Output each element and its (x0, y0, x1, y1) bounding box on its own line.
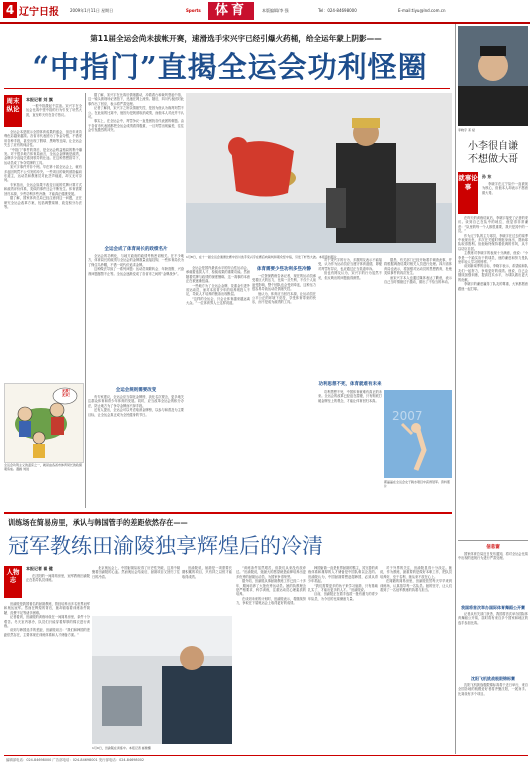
bottom-byline: 本报记者 崔 健 (26, 566, 53, 571)
lead-body-col-1: 全运会本是展示全国体育成果的盛会，但近年来功利色彩越来越浓。各省市代表团为了争金夺银，不惜采用各种手段，甚至出现了假球、黑哨等丑闻，让全运会失去了应有的纯洁性。 “中指门”事件的背后，是全运会利益格局的集中爆发。对于很多地方体育局而言，全运会金牌就是政绩，金牌多少直接关系到领导的仕途。在这种思想指导下，运动员成了争夺奖牌的工具。 宋兴宇事件并非个例。早在第十届全运会上，就有多起因判罚不公引发的冲突。一些项目的裁判被指偏向东道主，运动员和教练员对此怨声载道，却又无可奈何。 专家指出，全运会如果不改变目前的奖牌计算方式和政绩评价体系，类似的事件还会不断发生。体育需要回归本源，少些功利多些冷静，才能真正健康发展。 据了解，国家体育总局已经注意到这一问题，正在研究全运会改革方案，包括调整赛制、改变积分办法等。 (4, 130, 82, 209)
column-divider (85, 93, 86, 508)
bottom-body-col-6: 对于外界的关注，田渝陵显得十分淡定。她说，作为教练，最重要的是做好本职工作，把队员培养好，至于名利，她从来不放在心上。 在简陋的简易房里，田渝陵依然每天早早来到训练场，认真指导每一名队员。她的坚守，让人们看到了一名冠军教练的执着与担当。 (380, 566, 452, 593)
box-title-1: 我国将首次举办国际体育舞蹈公开赛 (461, 605, 525, 610)
bottom-body-col-5: 韩国射箭一直是世界射箭的霸主，其完善的训练体系和雄厚的人才储备是中国队难以企及的。田渝陵认为，中国射箭要想赶超韩国，必须从青少年抓起。 “我们需要更多的孩子来学习射箭，只有基础扎实了，才能出更多的人才。”田渝陵说。 目前，田渝陵正在着手选拔一批有潜力的青少年队员，为今后的比赛储备力量。 (308, 566, 378, 601)
sidebar-portrait-photo (458, 26, 528, 126)
lead-photo (186, 93, 452, 253)
bottom-body-col-4: “训练条件虽然艰苦，但我们从来没有放弃过。”田渝陵说，她最大的愿望就是能够培养出更多优秀的射箭运动员，为国家争得荣誉。 据介绍，田渝陵从事射箭教练工作已经二十多年，期间培养了大批优秀运动员。她的执教理念是严格要求、科学训练，注重运动员心理素质的培养。 在谈到未来的计划时，田渝陵表示，将继续努力，争取在下届奥运会上取得更好的成绩。 (236, 566, 306, 606)
diving-photo-caption: 郭晶晶在全运会女子跳水项目中获得冠军。资料照片 (384, 480, 451, 488)
sidebar-byline: 孙 东 (482, 174, 492, 179)
lead-byline: 本报记者 刘 旗 (26, 97, 53, 102)
cartoon-speech-bubble: 无敌！ 无双！ (61, 389, 73, 397)
box-text-2: 沈阳飞机挑战极限锦标赛将于近日举行，来自全国各地的航模爱好者将齐聚沈阳，一展身手。比赛设有多个项目。 (458, 683, 528, 696)
phone-number: Tel：024-84698000 (318, 8, 357, 13)
svg-text:2007: 2007 (392, 409, 423, 423)
coach-photo (92, 616, 232, 744)
lead-subhead-1: 全运会成了体育局长的政绩名片 (104, 247, 168, 252)
column-label-jiushi: 就事论事 (458, 172, 478, 214)
note-title: 信息窗 (486, 545, 500, 550)
column-label-renwu: 人物志 (4, 566, 22, 598)
lead-body-col-3: 全运会的功利化，与地方政府的政绩考核密切相关。在不少地方，体育局长的政绩与全运会的金牌数量直接挂钩，一些体育局长为了保住乌纱帽，不惜一切代价追求金牌。 这种做法导致了一系列问题：运动员频繁转会、年龄造假、兴奋剂问题屡禁不止等。全运会逐渐变成了各省市之间的“金牌战争”。 (88, 254, 184, 276)
sidebar-divider (455, 24, 456, 754)
box-text-1: 记者从有关部门获悉，我国将首次举办国际体育舞蹈公开赛，届时将有来自多个国家和地区的选手参加比赛。 (458, 612, 528, 625)
headline-rule (4, 88, 450, 89)
lead-body-col-6: 一位资深教练告诉记者，现在的运动员承受着巨大的压力，比赛一旦失利，不仅个人前途受影响，整个团队也会受到牵连，这种压力很容易导致运动员情绪失控。 他认为，体育应当回归本源，让运动员在公平公正的环境下竞技，享受体育带来的快乐，而不是成为政绩的工具。 (252, 274, 316, 305)
lead-photo-caption: 1月8日，在十一届全运会速滑比赛中四川选手宋兴宇在赛后向裁判和观众竖中指，引发了轩然大波。本报资料照片 (186, 255, 337, 259)
lead-body-col-2: 据了解，宋兴宇在比赛后情绪激动，冲着看台和裁判竖起中指，这一镜头被现场记者拍下，迅速在网上流传。随后，四川代表团对此事作出了回应，表示将严肃处理。 记者了解到，宋兴宇之所以情绪失控，是因为他认为裁判判罚不公。在此前的比赛中，他因为犯规被取消成绩，而他本人对此并不认可。 事实上，在全运会中，判罚争议一直是困扰各代表团的难题。由于各省市代表团都把全运会成绩看得极重，一旦判罚出现偏差，往往会引发激烈的冲突。 (88, 93, 184, 133)
lead-body-col-8: 功利思想不死，中国体育就难有真正的未来。全运会的改革已经迫在眉睫，只有彻底打破金牌至上的观念，才能让体育回归本真。 (318, 390, 382, 403)
page-number: 4 (3, 2, 17, 18)
lead-body-col-9: 据悉，有关部门已经开始着手调查此事，并将根据调查结果对相关人员进行处理。四川省体育局也表示，将加强对运动员的思想教育，杜绝类似事件的再次发生。 而宋兴宇本人也通过媒体表达了歉意，表示自己当时情绪过于激动，做出了不恰当的举动。 (384, 258, 452, 285)
lead-subhead-4: 功利思想不死，体育就难有未来 (318, 382, 382, 387)
bottom-body-col-3: 田渝陵说，射箭是一项需要长期积累的项目，只有持之以恒才能取得成绩。 (182, 566, 232, 579)
email-address: E-mail:tiyu@lnd.com.cn (398, 8, 446, 13)
section-title: 体育 (208, 2, 254, 20)
sidebar-intro-text: 李晓宇在辽宁队中一直被视为核心，但他本人却表示不愿意做大哥。 (482, 182, 528, 195)
editor-credit: 本版编辑/李 强 (262, 8, 289, 13)
coach-photo-caption: 1月9日，田渝陵在训练中。本报记者 崔健摄 (92, 746, 151, 750)
section-en: Sports (186, 8, 201, 13)
bottom-body-col-2: 北京奥运会上，中国射箭队取得了历史性突破，这其中凝聚着田渝陵的心血。然而奥运会结束后，射箭项目又回归了往日的冷清。 (92, 566, 180, 579)
lead-body-col-7: 对于宋兴宇的行为，多数网友表示不能接受，认为作为运动员应当遵守体育道德，即便对判罚有异议，也应通过正当渠道申诉。 但也有网友认为，宋兴宇的行为虽然不妥，但反映出的问题值得深思。 (318, 258, 382, 280)
bottom-story-rule (4, 512, 452, 514)
lead-intro-text: 一根中指激起千层浪。宋兴宇在全运会比赛中竖中指的行为引发了轩然大波，直至昨天仍在各方热议。 (26, 104, 82, 117)
cartoon-caption: 全运会功利主义的温床之一，就是由各省市体育局长的政绩观造成。漫画 刘进 (4, 463, 83, 471)
bottom-intro-text: 在沈阳的一间简易房里，冠军教练田渝陵正在指导队员训练。 (26, 574, 90, 583)
bottom-kicker: 训练场在简易房里，承认与韩国管手的差距依然存在—— (8, 518, 188, 527)
footer-rule (4, 755, 528, 756)
newspaper-logo: 辽宁日报 (19, 7, 59, 18)
sidebar-portrait-caption: 李晓宇 邓 斌 (458, 128, 475, 132)
sidebar-rule (458, 540, 528, 541)
lead-body-col-4: 有专家建议，全运会应当弱化金牌榜，淡化名次观念，更多地关注群众体育和青少年体育的发展。同时，应当改革全运会的积分办法，防止地方为了争夺金牌而不择手段。 还有人提出，全运会可以考虑取消金牌榜，以参与和普及为主要目标，让全运会真正成为全民健身的节日。 (88, 395, 184, 417)
box-title-2: 沈阳飞机挑战极限锦标赛 (471, 676, 515, 681)
lead-subhead-3: 体育需要少些功利多些冷静 (257, 267, 311, 272)
bottom-headline: 冠军教练田渝陵独享辉煌后的冷清 (8, 534, 323, 558)
bottom-body-col-1: 田渝陵是我国著名的射箭教练，曾经培养出多名世界冠军和奥运冠军。然而在辉煌的背后，她却面临着训练条件简陋、经费不足等诸多困难。 记者看到，田渝陵的训练场设在一间简易房里，条件十分艰苦。冬天室内寒冷，队员们只能穿着厚厚的棉衣进行训练。 谈到与韩国选手的差距，田渝陵坦言：“我们和韩国的差距依然存在，主要体现在训练体系和人才储备方面。” (4, 602, 90, 637)
column-label-zhoumo: 周末纵论 (4, 95, 22, 127)
footer-contact: 编辑部电话：024-84698000 广告部电话：024-84698001 发行部电话：024-84698002 (6, 758, 145, 762)
lead-kicker: 第11届全运会尚未拔帐开赛，速滑选手宋兴宇已经引爆火药桶，给全运年蒙上阴影—— (90, 34, 382, 43)
lead-headline: “中指门”直揭全运会功利怪圈 (32, 50, 428, 84)
sidebar-body-text: 在昨天的训练结束后，李晓宇接受了记者的采访。谈到自己在队中的地位，他显得非常谦虚：“队里的每一个人都很重要，我只是其中的一员。” 作为辽宁队的主力球员，李晓宇在过去的赛季中表现出色，多次在关键时刻挺身而出，帮助球队取得胜利。但他始终保持着低调的作风，从不以功臣自居。 主教练对李晓宇的表现十分满意，他说：“小李是一个踏实肯干的球员，他的谦虚和努力是队里年轻人学习的榜样。” 谈到新赛季的目标，李晓宇表示，希望能和队友们一起努力，争取更好的成绩。他说，自己会继续加强训练，提高技术水平，为球队做出更大的贡献。 李晓宇的谦虚赢得了队友的尊重，大家都愿意跟他一起打球。 (458, 216, 528, 291)
lead-body-col-5: 全运会是国内最高水平的综合性运动会，承载着选拔人才、检阅成果的重要功能。然而随着奖牌与政绩的深度捆绑，这一赛事的本意正在被逐渐扭曲。 一些地方为了全运会金牌，花重金引进外省运动员，而对本省青少年的培养则投入不足，导致人才培养的链条出现断层。 “这样的全运会，只会让体育越来越远离大众。”一位体育界人士这样说道。 (186, 266, 250, 306)
sidebar-headline: 小李很自谦 不想做大哥 (468, 141, 518, 165)
note-text: 国家体育总局近日发布通知，将对全运会比赛中出现的违规行为进行严肃处理。 (458, 552, 528, 561)
diving-photo (384, 390, 452, 478)
issue-date: 2009年1月11日 星期日 (70, 8, 114, 13)
lead-subhead-2: 全运会规则需要改变 (115, 388, 157, 393)
